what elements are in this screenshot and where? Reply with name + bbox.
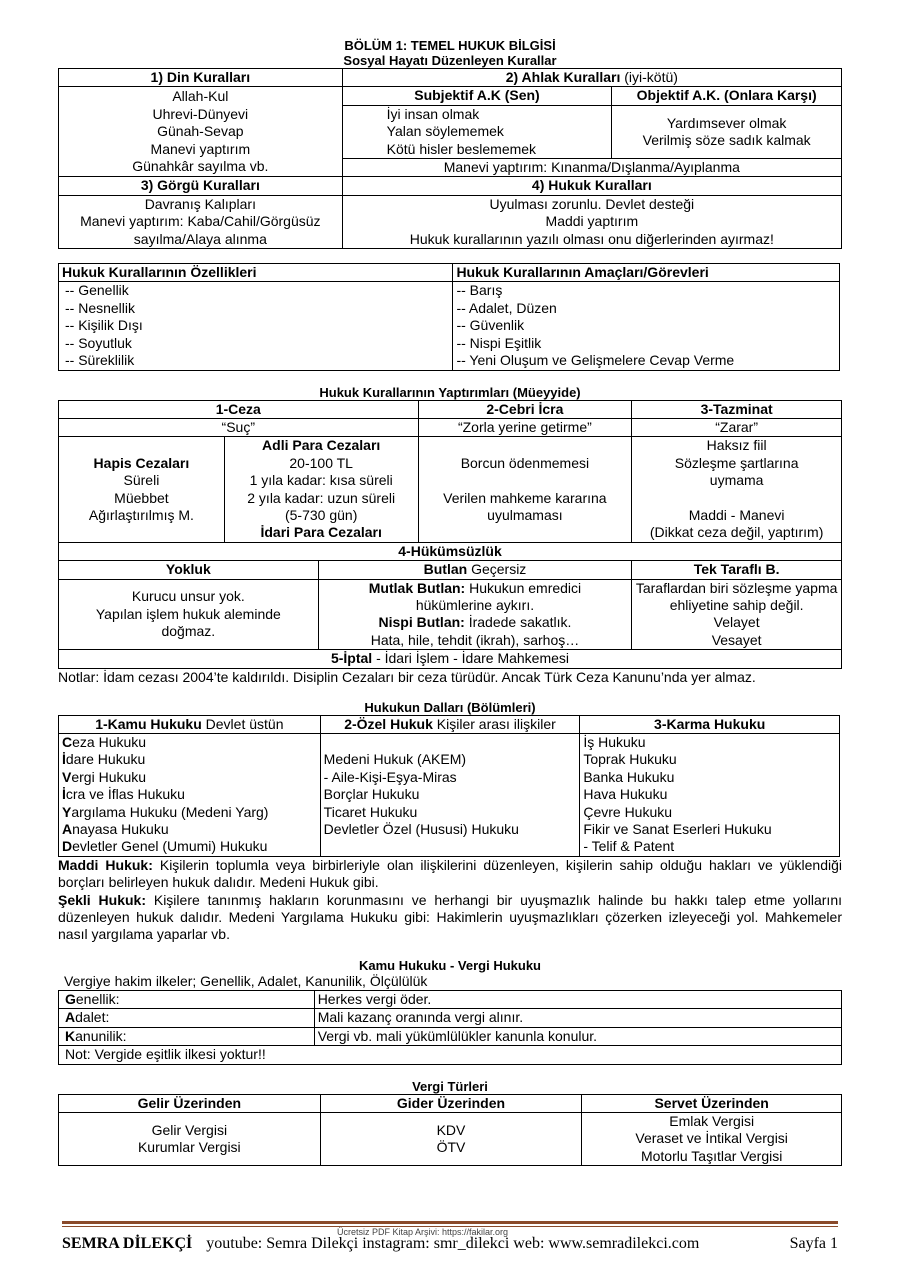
branches-table xyxy=(58,715,840,857)
features-left-header: Hukuk Kurallarının Özellikleri xyxy=(59,264,453,282)
branches-title: Hukukun Dalları (Bölümleri) xyxy=(364,699,536,715)
ceza-subheader: “Suç” xyxy=(59,418,419,436)
butlan-header: Butlan Geçersiz xyxy=(318,561,632,579)
objektif-items-cell: Yardımsever olmak Verilmiş söze sadık kalmak xyxy=(612,105,842,158)
tax-note: Not: Vergide eşitlik ilkesi yoktur!! xyxy=(59,1046,842,1064)
footer-author: SEMRA DİLEKÇİ xyxy=(62,1235,193,1252)
maddi-hukuk-paragraph: Maddi Hukuk: Kişilerin toplumla veya birbirleriyle olan ilişkilerini düzenleyen, kişilerin sahip olduğu hakları ve yüklendiği borçları belirleyen hukuk dalıdır. Medeni Hukuk gibi. xyxy=(58,856,843,891)
table-row xyxy=(59,1046,842,1064)
sanctions-note: Notlar: İdam cezası 2004’te kaldırıldı. Disiplin Cezaları bir ceza türüdür. Ancak Türk Ceza Kanunu’nda yer almaz. xyxy=(58,668,756,685)
gelir-header: Gelir Üzerinden xyxy=(59,1094,321,1112)
table-row: Anayasa Hukuku Devletler Özel (Hususi) Hukuku Fikir ve Sanat Eserleri Hukuku xyxy=(59,821,840,838)
table-row: Genellik: Herkes vergi öder. xyxy=(59,990,842,1008)
social-rules-table xyxy=(58,68,842,249)
tazminat-header: 3-Tazminat xyxy=(632,400,842,418)
tektarafli-header: Tek Taraflı B. xyxy=(632,561,842,579)
document-subtitle: Sosyal Hayatı Düzenleyen Kurallar xyxy=(343,53,557,68)
footer-links[interactable]: youtube: Semra Dilekçi instagram: smr_dilekci web: www.semradilekci.com xyxy=(206,1235,700,1252)
din-header: 1) Din Kuralları xyxy=(59,69,343,87)
ahlak-sanction: Manevi yaptırım: Kınanma/Dışlanma/Ayıplanma xyxy=(342,159,841,177)
tazminat-cell: Haksız fiil Sözleşme şartlarına uymama Maddi - Manevi (Dikkat ceza değil, yaptırım) xyxy=(632,437,842,542)
gorgu-items-cell: Davranış Kalıpları Manevi yaptırım: Kaba/Cahil/Görgüsüz sayılma/Alaya alınma xyxy=(59,195,343,248)
yokluk-cell: Kurucu unsur yok. Yapılan işlem hukuk aleminde doğmaz. xyxy=(59,579,319,650)
gelir-cell: Gelir Vergisi Kurumlar Vergisi xyxy=(59,1112,321,1165)
table-row: Adalet: Mali kazanç oranında vergi alınır. xyxy=(59,1009,842,1027)
hukuk-header: 4) Hukuk Kuralları xyxy=(342,177,841,195)
page-footer xyxy=(62,1221,838,1253)
document-page xyxy=(58,38,842,1166)
tazminat-subheader: “Zarar” xyxy=(632,418,842,436)
sanctions-title: Hukuk Kurallarının Yaptırımları (Müeyyide) xyxy=(319,384,581,400)
cebri-header: 2-Cebri İcra xyxy=(418,400,632,418)
sekli-hukuk-paragraph: Şekli Hukuk: Kişilere tanınmış hakların korunmasını ve herhangi bir uyuşmazlık halinde bu hakkı talep etme yollarını düzenleyen hukuk dalıdır. Medeni Yargılama Hukuku gibi: Hakimlerin uyuşmazlıkları çözerken izleyeceği yol. Mahkemeler nasıl yargılama yaparlar vb. xyxy=(58,891,842,943)
kamu-header: 1-Kamu Hukuku Devlet üstün xyxy=(59,715,321,733)
table-row: İdare Hukuku Medeni Hukuk (AKEM) Toprak Hukuku xyxy=(59,751,840,768)
table-row: İcra ve İflas Hukuku Borçlar Hukuku Hava Hukuku xyxy=(59,786,840,803)
ozel-header: 2-Özel Hukuk Kişiler arası ilişkiler xyxy=(320,715,580,733)
tax-title: Kamu Hukuku - Vergi Hukuku xyxy=(358,957,542,973)
tektarafli-cell: Taraflardan biri sözleşme yapma ehliyetine sahip değil. Velayet Vesayet xyxy=(632,579,842,650)
subjektif-items-cell: İyi insan olmak Yalan söylememek Kötü hisler beslememek xyxy=(342,105,612,158)
tax-principles-table xyxy=(58,990,842,1065)
features-right-header: Hukuk Kurallarının Amaçları/Görevleri xyxy=(453,264,840,282)
hukumsuzluk-header: 4-Hükümsüzlük xyxy=(59,542,842,560)
table-row: Kanunilik: Vergi vb. mali yükümlülükler kanunla konulur. xyxy=(59,1027,842,1045)
hukuk-items-cell: Uyulması zorunlu. Devlet desteği Maddi yaptırım Hukuk kurallarının yazılı olması onu diğerlerinden ayırmaz! xyxy=(342,195,841,248)
gider-cell: KDV ÖTV xyxy=(320,1112,582,1165)
tax-types-title: Vergi Türleri xyxy=(412,1078,488,1094)
subjektif-header: Subjektif A.K (Sen) xyxy=(342,87,612,105)
servet-header: Servet Üzerinden xyxy=(582,1094,842,1112)
cebri-cell: Borcun ödenmemesi Verilen mahkeme kararına uyulmaması xyxy=(418,437,632,542)
table-row: Ceza Hukuku İş Hukuku xyxy=(59,734,840,752)
law-features-table xyxy=(58,263,840,370)
tax-intro: Vergiye hakim ilkeler; Genellik, Adalet, Kanunilik, Ölçülülük xyxy=(64,972,428,989)
cebri-subheader: “Zorla yerine getirme” xyxy=(418,418,632,436)
iptal-row: 5-İptal - İdari İşlem - İdare Mahkemesi xyxy=(59,650,842,668)
footer-page-number: Sayfa 1 xyxy=(789,1235,838,1252)
tax-types-table xyxy=(58,1094,842,1167)
document-title: BÖLÜM 1: TEMEL HUKUK BİLGİSİ xyxy=(344,38,556,53)
footer-watermark-text: Ücretsiz PDF Kitap Arşivi: https://fakilar.org xyxy=(337,1227,509,1237)
karma-header: 3-Karma Hukuku xyxy=(580,715,840,733)
gorgu-header: 3) Görgü Kuralları xyxy=(59,177,343,195)
objektif-header: Objektif A.K. (Onlara Karşı) xyxy=(612,87,842,105)
adli-cell: Adli Para Cezaları 20-100 TL 1 yıla kadar: kısa süreli 2 yıla kadar: uzun süreli (5-730 gün) İdari Para Cezaları xyxy=(224,437,418,542)
butlan-cell: Mutlak Butlan: Hukukun emredici hükümlerine aykırı. Nispi Butlan: İradede sakatlık. Hata, hile, tehdit (ikrah), sarhoş… xyxy=(318,579,632,650)
footer-rule xyxy=(62,1221,838,1224)
features-right-list: -- Barış -- Adalet, Düzen -- Güvenlik -- Nispi Eşitlik -- Yeni Oluşum ve Gelişmelere Cevap Verme xyxy=(453,282,840,370)
sanctions-table xyxy=(58,400,842,669)
hapis-cell: Hapis Cezaları Süreli Müebbet Ağırlaştırılmış M. xyxy=(59,437,225,542)
table-row: Vergi Hukuku - Aile-Kişi-Eşya-Miras Banka Hukuku xyxy=(59,769,840,786)
table-row: Yargılama Hukuku (Medeni Yarg) Ticaret Hukuku Çevre Hukuku xyxy=(59,804,840,821)
yokluk-header: Yokluk xyxy=(59,561,319,579)
ahlak-header: 2) Ahlak Kuralları (iyi-kötü) xyxy=(342,69,841,87)
features-left-list: -- Genellik -- Nesnellik -- Kişilik Dışı -- Soyutluk -- Süreklilik xyxy=(59,282,453,370)
servet-cell: Emlak Vergisi Veraset ve İntikal Vergisi Motorlu Taşıtlar Vergisi xyxy=(582,1112,842,1165)
gider-header: Gider Üzerinden xyxy=(320,1094,582,1112)
table-row: Devletler Genel (Umumi) Hukuku - Telif & Patent xyxy=(59,838,840,856)
din-items-cell: Allah-Kul Uhrevi-Dünyevi Günah-Sevap Manevi yaptırım Günahkâr sayılma vb. xyxy=(59,87,343,177)
ceza-header: 1-Ceza xyxy=(59,400,419,418)
